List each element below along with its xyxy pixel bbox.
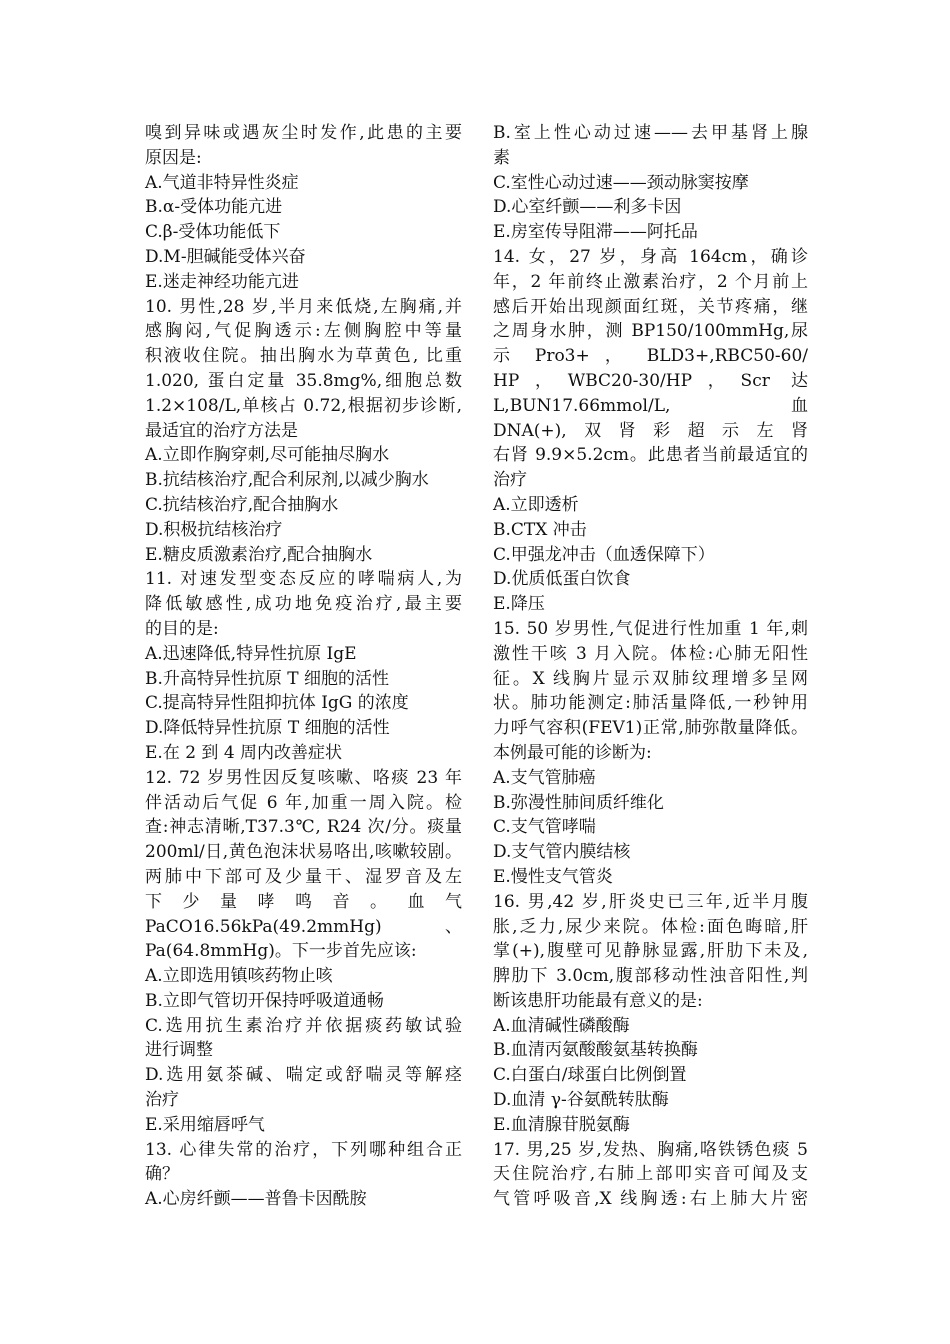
text-line: D.血清 γ-谷氨酰转肽酶 (493, 1090, 669, 1111)
text-line: 降低敏感性,成功地免疫治疗,最主要 (145, 594, 462, 615)
text-line: A.支气管肺癌 (493, 767, 596, 788)
text-line: 感胸闷,气促胸透示:左侧胸腔中等量 (145, 321, 462, 342)
text-line: 本例最可能的诊断为: (493, 742, 652, 763)
text-line: 治疗 (493, 470, 527, 491)
text-line: HP，WBC20-30/HP，Scr 达 (493, 370, 808, 391)
text-line: 的目的是: (145, 618, 219, 639)
text-line: 10. 男性,28 岁,半月来低烧,左胸痛,并 (145, 296, 462, 317)
text-line: 确？ (145, 1164, 179, 1185)
text-line: C.提高特异性阻抑抗体 IgG 的浓度 (145, 693, 409, 714)
text-line: E.慢性支气管炎 (493, 866, 613, 887)
text-line: E.房室传导阻滞——阿托品 (493, 222, 698, 243)
text-line: A.立即透析 (493, 494, 579, 515)
text-line: C.抗结核治疗,配合抽胸水 (145, 494, 339, 515)
text-line: A.立即作胸穿刺,尽可能抽尽胸水 (145, 445, 390, 466)
text-line: 16. 男,42 岁,肝炎史已三年,近半月腹 (493, 891, 808, 912)
text-line: PaCO16.56kPa(49.2mmHg)、 (145, 916, 462, 937)
text-line: D.M-胆碱能受体兴奋 (145, 246, 306, 267)
text-line: 200ml/日,黄色泡沫状易咯出,咳嗽较剧。 (145, 842, 462, 863)
text-line: D.支气管内膜结核 (493, 842, 631, 863)
text-line: 查:神志清晰,T37.3℃, R24 次/分。痰量 (145, 817, 462, 838)
text-line: 天住院治疗,右肺上部叩实音可闻及支 (493, 1164, 808, 1185)
text-line: 断该患肝功能最有意义的是: (493, 990, 703, 1011)
text-line: 素 (493, 147, 510, 168)
text-line: A.血清碱性磷酸酶 (493, 1015, 630, 1036)
text-line: 两肺中下部可及少量干、湿罗音及左 (145, 866, 462, 887)
text-line: A.心房纤颤——普鲁卡因酰胺 (145, 1189, 367, 1210)
text-line: C.选用抗生素治疗并依据痰药敏试验 (145, 1015, 462, 1036)
text-line: 积液收住院。抽出胸水为草黄色, 比重 (145, 346, 462, 367)
text-line: C.室性心动过速——颈动脉窦按摩 (493, 172, 749, 193)
text-line: B.α-受体功能亢进 (145, 197, 283, 218)
text-line: Pa(64.8mmHg)。下一步首先应该: (145, 941, 417, 962)
text-line: 力呼气容积(FEV1)正常,肺弥散量降低。 (493, 718, 808, 739)
text-line: D.优质低蛋白饮食 (493, 569, 631, 590)
text-line: 脾肋下 3.0cm,腹部移动性浊音阳性,判 (493, 966, 808, 987)
text-line: D.积极抗结核治疗 (145, 519, 283, 540)
text-line: 状。肺功能测定:肺活量降低,一秒钟用 (493, 693, 808, 714)
text-line: B.血清丙氨酸酸氨基转换酶 (493, 1040, 698, 1061)
text-line: 14. 女，27 岁，身高 164cm，确诊 (493, 246, 808, 267)
text-line: 1.2×108/L,单核占 0.72,根据初步诊断, (145, 395, 462, 416)
text-line: 12. 72 岁男性因反复咳嗽、咯痰 23 年 (145, 767, 462, 788)
text-line: E.降压 (493, 594, 545, 615)
text-line: 下 少 量 哮 鸣 音 。 血 气 (145, 891, 462, 912)
text-line: 13. 心律失常的治疗，下列哪种组合正 (145, 1139, 462, 1160)
text-line: E.在 2 到 4 周内改善症状 (145, 742, 343, 763)
right-text-column (493, 121, 808, 1212)
text-line: L,BUN17.66mmol/L, 血 (493, 395, 808, 416)
text-line: 掌(+),腹壁可见静脉显露,肝肋下未及, (493, 941, 808, 962)
text-line: B.CTX 冲击 (493, 519, 587, 540)
text-line: E.迷走神经功能亢进 (145, 271, 299, 292)
text-line: B.抗结核治疗,配合利尿剂,以减少胸水 (145, 470, 429, 491)
text-line: 最适宜的治疗方法是 (145, 420, 298, 441)
text-line: 治疗 (145, 1090, 179, 1111)
text-line: 17. 男,25 岁,发热、胸痛,咯铁锈色痰 5 (493, 1139, 808, 1160)
text-line: C.β-受体功能低下 (145, 222, 281, 243)
text-line: 15. 50 岁男性,气促进行性加重 1 年,刺 (493, 618, 808, 639)
text-line: E.采用缩唇呼气 (145, 1114, 265, 1135)
text-line: D.心室纤颤——利多卡因 (493, 197, 682, 218)
text-line: 年，2 年前终止激素治疗，2 个月前上 (493, 271, 808, 292)
text-line: 感后开始出现颜面红斑，关节疼痛，继 (493, 296, 808, 317)
text-line: A.迅速降低,特异性抗原 IgE (145, 643, 357, 664)
text-line: B.升高特异性抗原 T 细胞的活性 (145, 668, 390, 689)
text-line: 激性干咳 3 月入院。体检:心肺无阳性 (493, 643, 808, 664)
text-line: 气管呼吸音,X 线胸透:右上肺大片密 (493, 1189, 808, 1210)
text-line: 征。X 线胸片显示双肺纹理增多呈网 (493, 668, 808, 689)
text-line: B.弥漫性肺间质纤维化 (493, 792, 664, 813)
text-line: C.甲强龙冲击（血透保障下） (493, 544, 715, 565)
left-text-column (145, 121, 462, 1212)
text-line: B.室上性心动过速——去甲基肾上腺 (493, 123, 808, 143)
text-line: 之周身水肿，测 BP150/100mmHg,尿 (493, 321, 808, 342)
text-line: A.气道非特异性炎症 (145, 172, 299, 193)
text-line: B.立即气管切开保持呼吸道通畅 (145, 990, 384, 1011)
text-line: 进行调整 (145, 1040, 213, 1061)
text-line: 胀,乏力,尿少来院。体检:面色晦暗,肝 (493, 916, 808, 937)
text-line: C.支气管哮喘 (493, 817, 596, 838)
text-line: 原因是: (145, 147, 202, 168)
text-line: D.选用氨茶碱、喘定或舒喘灵等解痉 (145, 1065, 462, 1086)
text-line: 11. 对速发型变态反应的哮喘病人,为 (145, 569, 462, 590)
text-line: A.立即选用镇咳药物止咳 (145, 966, 333, 987)
text-line: E.糖皮质激素治疗,配合抽胸水 (145, 544, 373, 565)
text-line: 1.020, 蛋白定量 35.8mg%,细胞总数 (145, 370, 462, 391)
text-line: C.白蛋白/球蛋白比例倒置 (493, 1065, 687, 1086)
text-line: 伴活动后气促 6 年,加重一周入院。检 (145, 792, 462, 813)
text-line: E.血清腺苷脱氨酶 (493, 1114, 630, 1135)
text-line: 嗅到异味或遇灰尘时发作,此患的主要 (145, 123, 462, 143)
text-line: D.降低特异性抗原 T 细胞的活性 (145, 718, 390, 739)
text-line: 右肾 9.9×5.2cm。此患者当前最适宜的 (493, 445, 808, 466)
text-line: 示 Pro3+ ， BLD3+,RBC50-60/ (493, 346, 808, 367)
text-line: DNA(+),双肾彩超示左肾 (493, 420, 808, 441)
